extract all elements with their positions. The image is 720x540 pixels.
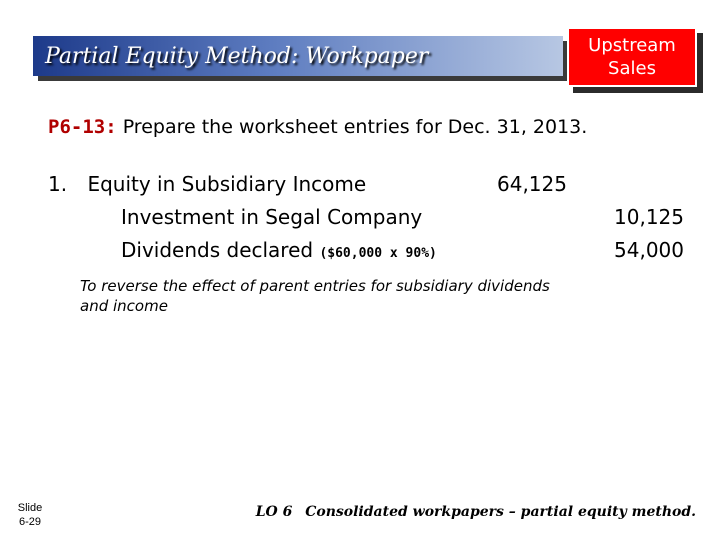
learning-objective-text: Consolidated workpapers – partial equity method. bbox=[305, 504, 696, 520]
title-bar bbox=[33, 36, 563, 76]
slide-title: Partial Equity Method: Workpaper bbox=[45, 43, 429, 69]
entry-explanation: To reverse the effect of parent entries for subsidiary dividends and income bbox=[80, 277, 550, 315]
credit-line-dividends bbox=[121, 238, 437, 262]
topic-tag bbox=[567, 27, 697, 87]
journal-entry-debit-line bbox=[48, 172, 366, 196]
problem-statement bbox=[48, 116, 587, 138]
debit-account: Equity in Subsidiary Income bbox=[87, 172, 367, 196]
slide-number-value: 6-29 bbox=[18, 516, 42, 528]
credit-amount-investment: 10,125 bbox=[614, 205, 684, 229]
problem-instruction: Prepare the worksheet entries for Dec. 31, 2013. bbox=[122, 116, 588, 138]
credit-amount-dividends: 54,000 bbox=[614, 238, 684, 262]
topic-tag-line2: Sales bbox=[608, 58, 656, 79]
credit-account-dividends: Dividends declared bbox=[121, 238, 314, 262]
topic-tag-line1: Upstream bbox=[588, 35, 676, 56]
slide-label: Slide bbox=[17, 502, 43, 514]
slide-number bbox=[13, 501, 47, 529]
debit-amount: 64,125 bbox=[497, 172, 567, 196]
learning-objective-footer bbox=[256, 504, 696, 520]
credit-account-investment: Investment in Segal Company bbox=[121, 205, 423, 229]
entry-number: 1. bbox=[48, 172, 68, 196]
problem-id: P6-13: bbox=[48, 116, 117, 138]
dividends-calculation: ($60,000 x 90%) bbox=[319, 246, 437, 261]
learning-objective-id: LO 6 bbox=[255, 504, 293, 520]
